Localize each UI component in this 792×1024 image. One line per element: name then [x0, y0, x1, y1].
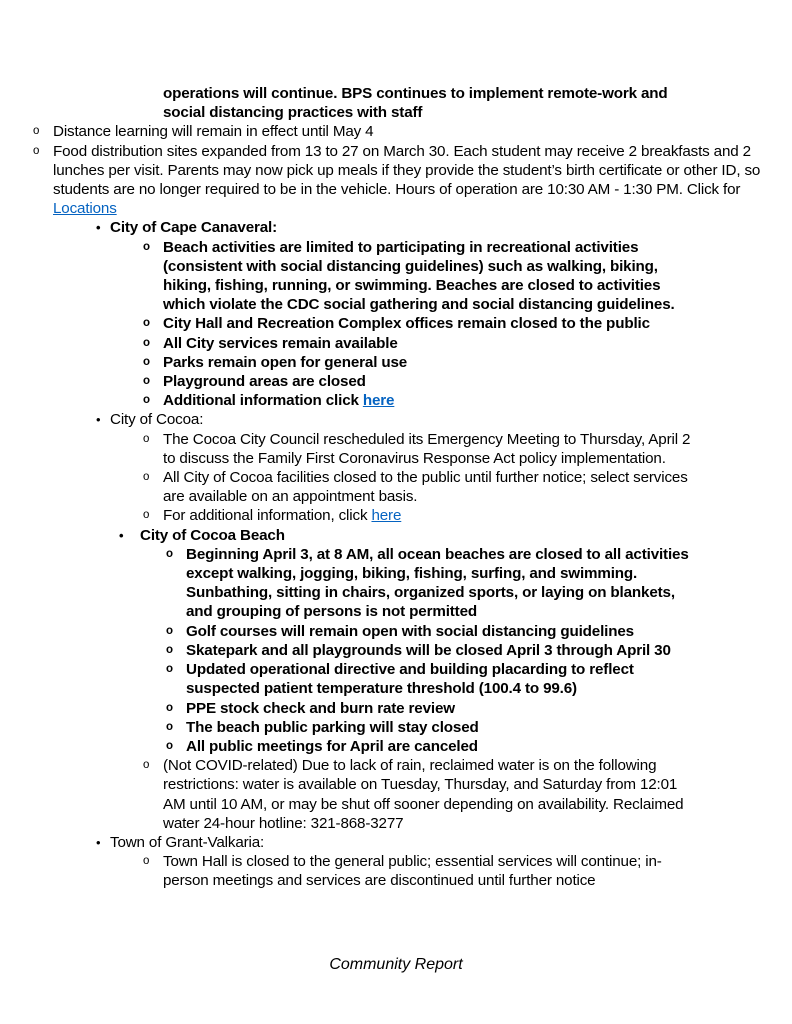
circle-bullet-icon: o	[166, 720, 173, 733]
list-item	[166, 545, 697, 622]
list-item	[143, 430, 697, 468]
grant-valkaria-section	[0, 833, 792, 891]
round-bullet-icon: •	[96, 220, 101, 236]
cocoa-section	[0, 410, 792, 832]
section-heading-text: City of Cocoa Beach	[140, 526, 285, 544]
list-item	[166, 622, 697, 641]
list-item-text: All City of Cocoa facilities closed to the public until further notice; select services are available on an appointment basis.	[163, 469, 688, 506]
list-item-text: PPE stock check and burn rate review	[186, 699, 455, 717]
list-item	[33, 122, 792, 141]
list-item-text: All public meetings for April are canceled	[186, 737, 478, 755]
list-item	[143, 391, 697, 410]
list-item	[143, 238, 697, 315]
circle-bullet-icon: o	[166, 547, 173, 560]
list-item	[166, 660, 697, 698]
round-bullet-icon: •	[119, 527, 124, 543]
locations-link[interactable]: Locations	[53, 200, 117, 218]
list-item-text: Distance learning will remain in effect until May 4	[53, 123, 374, 141]
list-item-text: Parks remain open for general use	[163, 353, 408, 371]
list-item-text: (Not COVID-related) Due to lack of rain, reclaimed water is on the following restrictions: water is available on Tuesday, Thursday, and Saturday from 12:01 AM until 10 AM, or may be shut off sooner depending on availability. Reclaimed water 24-hour hotline: 321-868-3277	[163, 757, 684, 832]
circle-bullet-icon: o	[143, 759, 150, 772]
circle-bullet-icon: o	[166, 624, 173, 637]
section-heading-cape-canaveral	[96, 218, 697, 410]
list-item-text-body: For additional information, click	[163, 507, 372, 525]
document-body	[0, 84, 792, 891]
circle-bullet-icon: o	[33, 125, 40, 138]
continuation-paragraph: operations will continue. BPS continues to implement remote-work and social distancing practices with staff	[163, 85, 668, 122]
section-heading-text: Town of Grant-Valkaria:	[110, 833, 265, 851]
list-item-text: Golf courses will remain open with social distancing guidelines	[186, 622, 634, 640]
cape-canaveral-sublist	[110, 238, 697, 411]
list-item-text-body: Food distribution sites expanded from 13 to 27 on March 30. Each student may receive 2 breakfasts and 2 lunches per visit. Parents may now pick up meals if they provide the student’s birth certificate or other ID, so students are no longer required to be in the vehicle. Hours of operation are 10:30 AM - 1:30 PM. Click for	[53, 142, 761, 199]
circle-bullet-icon: o	[166, 701, 173, 714]
list-item-text	[163, 506, 697, 525]
circle-bullet-icon: o	[33, 144, 40, 157]
page-footer: Community Report	[329, 956, 463, 973]
list-item	[166, 718, 697, 737]
section-heading-cocoa-beach	[119, 526, 697, 756]
list-item-text: Beach activities are limited to participating in recreational activities (consistent with social distancing guidelines) such as walking, biking, hiking, fishing, running, or swimming. Beaches are closed to activities which violate the CDC social gathering and social distancing guidelines.	[163, 238, 675, 314]
circle-bullet-icon: o	[143, 336, 150, 349]
section-heading-text: City of Cocoa:	[110, 411, 204, 429]
circle-bullet-icon: o	[166, 739, 173, 752]
bps-sublist	[0, 122, 792, 218]
list-item-text	[53, 142, 792, 219]
list-item	[166, 737, 697, 756]
circle-bullet-icon: o	[143, 471, 150, 484]
list-item-text: City Hall and Recreation Complex offices remain closed to the public	[163, 315, 650, 333]
cocoa-beach-sublist	[140, 545, 697, 756]
list-item	[166, 699, 697, 718]
round-bullet-icon: •	[96, 412, 101, 428]
list-item	[143, 468, 697, 506]
list-item-text: All City services remain available	[163, 334, 398, 352]
list-item-text: Skatepark and all playgrounds will be closed April 3 through April 30	[186, 641, 671, 659]
list-item-text: The Cocoa City Council rescheduled its Emergency Meeting to Thursday, April 2 to discuss the Family First Coronavirus Response Act policy implementation.	[163, 430, 691, 467]
list-item	[143, 506, 697, 525]
list-item-text	[163, 391, 697, 410]
circle-bullet-icon: o	[143, 317, 150, 330]
list-item-text-body: Additional information click	[163, 392, 363, 410]
circle-bullet-icon: o	[166, 663, 173, 676]
cape-canaveral-section	[0, 218, 792, 410]
circle-bullet-icon: o	[143, 855, 150, 868]
list-item-text: Playground areas are closed	[163, 373, 366, 391]
circle-bullet-icon: o	[166, 643, 173, 656]
list-item	[143, 852, 697, 890]
circle-bullet-icon: o	[143, 240, 150, 253]
here-link-cape-canaveral[interactable]: here	[362, 392, 395, 410]
round-bullet-icon: •	[96, 834, 101, 850]
list-item-not-covid-related	[143, 756, 697, 833]
list-item	[143, 334, 697, 353]
circle-bullet-icon: o	[143, 375, 150, 388]
list-item	[143, 314, 697, 333]
section-heading-text: City of Cape Canaveral:	[110, 219, 278, 237]
list-item-text: The beach public parking will stay closed	[186, 718, 479, 736]
circle-bullet-icon: o	[143, 509, 150, 522]
list-item	[143, 353, 697, 372]
circle-bullet-icon: o	[143, 432, 150, 445]
list-item	[143, 372, 697, 391]
grant-valkaria-sublist	[110, 852, 697, 890]
list-item	[33, 142, 792, 219]
here-link-cocoa[interactable]: here	[371, 507, 402, 525]
list-item-text: Updated operational directive and building placarding to reflect suspected patient temperature threshold (100.4 to 99.6)	[186, 661, 634, 698]
section-heading-grant-valkaria	[96, 833, 697, 891]
section-heading-cocoa	[96, 410, 697, 832]
list-item	[166, 641, 697, 660]
list-item-text: Beginning April 3, at 8 AM, all ocean beaches are closed to all activities except walking, jogging, biking, fishing, surfing, and swimming. Sunbathing, sitting in chairs, organized sports, or laying on blankets, and grouping of persons is not permitted	[186, 545, 689, 621]
circle-bullet-icon: o	[143, 394, 150, 407]
circle-bullet-icon: o	[143, 355, 150, 368]
cocoa-sublist	[110, 430, 697, 833]
list-item-text: Town Hall is closed to the general public; essential services will continue; in-person meetings and services are discontinued until further notice	[163, 853, 662, 890]
